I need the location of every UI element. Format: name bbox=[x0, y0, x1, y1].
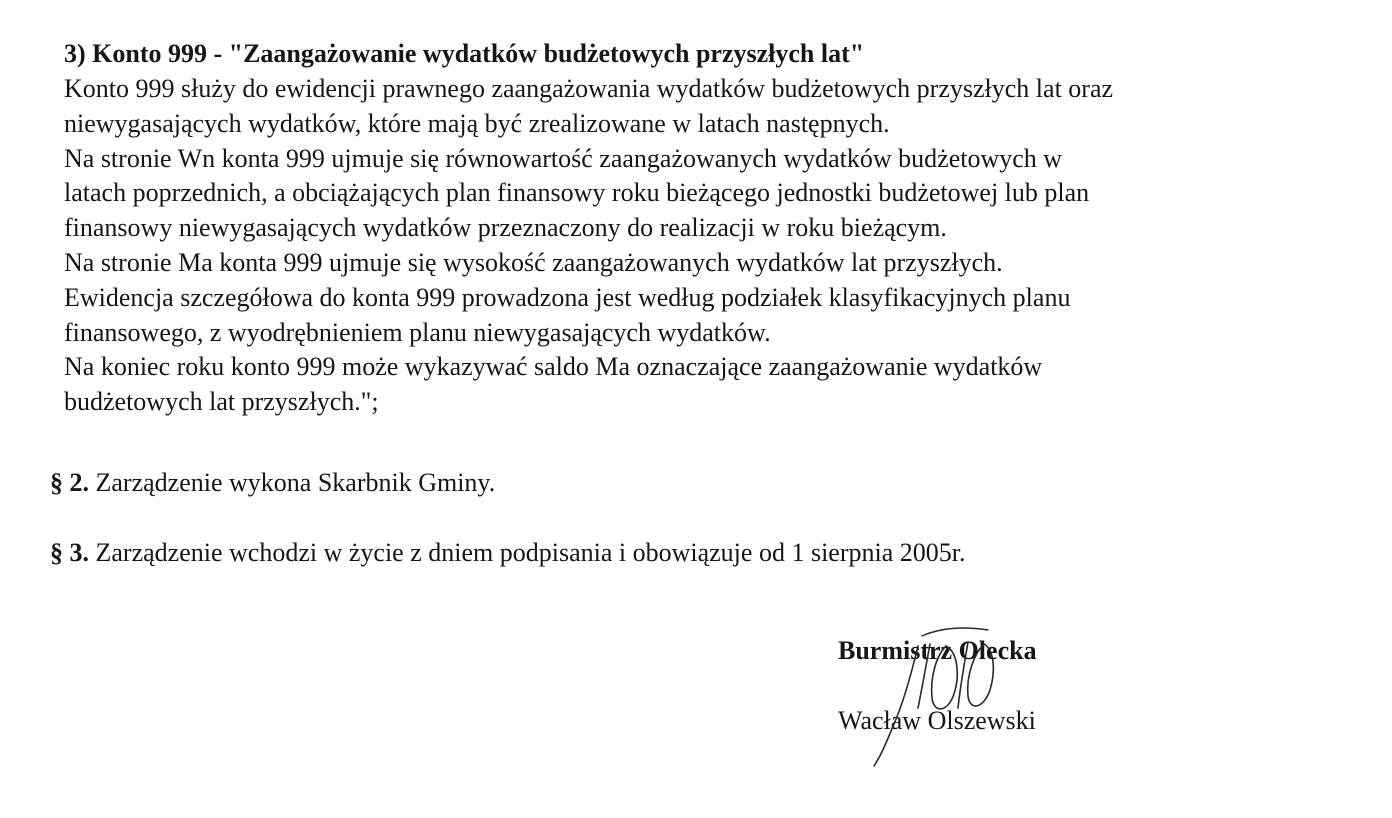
paragraph-3-mark: § 3. bbox=[50, 538, 89, 567]
signatory-role: Burmistrz Olecka bbox=[838, 636, 1037, 665]
paragraph-2-text: Zarządzenie wykona Skarbnik Gminy. bbox=[89, 468, 496, 497]
section-body bbox=[64, 72, 1113, 420]
paragraph-2 bbox=[50, 466, 495, 500]
paragraph-3 bbox=[50, 536, 965, 570]
body-line: Konto 999 służy do ewidencji prawnego zaangażowania wydatków budżetowych przyszłych lat oraz bbox=[64, 74, 1114, 103]
body-line: finansowy niewygasających wydatków przeznaczony do realizacji w roku bieżącym. bbox=[64, 213, 947, 243]
body-line: finansowego, z wyodrębnieniem planu niewygasających wydatków. bbox=[64, 317, 771, 347]
section-title: 3) Konto 999 - "Zaangażowanie wydatków budżetowych przyszłych lat" bbox=[64, 39, 865, 68]
body-line: Na stronie Ma konta 999 ujmuje się wysokość zaangażowanych wydatków lat przyszłych. bbox=[64, 247, 1003, 277]
handwritten-signature bbox=[860, 616, 1030, 776]
signatory-name: Wacław Olszewski bbox=[838, 706, 1036, 735]
body-line: Na koniec roku konto 999 może wykazywać saldo Ma oznaczające zaangażowanie wydatków bbox=[64, 352, 1043, 382]
body-line: niewygasających wydatków, które mają być zrealizowane w latach następnych. bbox=[64, 108, 890, 138]
paragraph-3-text: Zarządzenie wchodzi w życie z dniem podpisania i obowiązuje od 1 sierpnia 2005r. bbox=[89, 538, 966, 567]
body-line: latach poprzednich, a obciążających plan finansowy roku bieżącego jednostki budżetowej lub plan bbox=[64, 178, 1090, 208]
body-line: Na stronie Wn konta 999 ujmuje się równowartość zaangażowanych wydatków budżetowych w bbox=[64, 143, 1063, 173]
paragraph-2-mark: § 2. bbox=[50, 468, 89, 497]
body-line: budżetowych lat przyszłych."; bbox=[64, 387, 379, 417]
body-line: Ewidencja szczegółowa do konta 999 prowadzona jest według podziałek klasyfikacyjnych planu bbox=[64, 282, 1071, 312]
